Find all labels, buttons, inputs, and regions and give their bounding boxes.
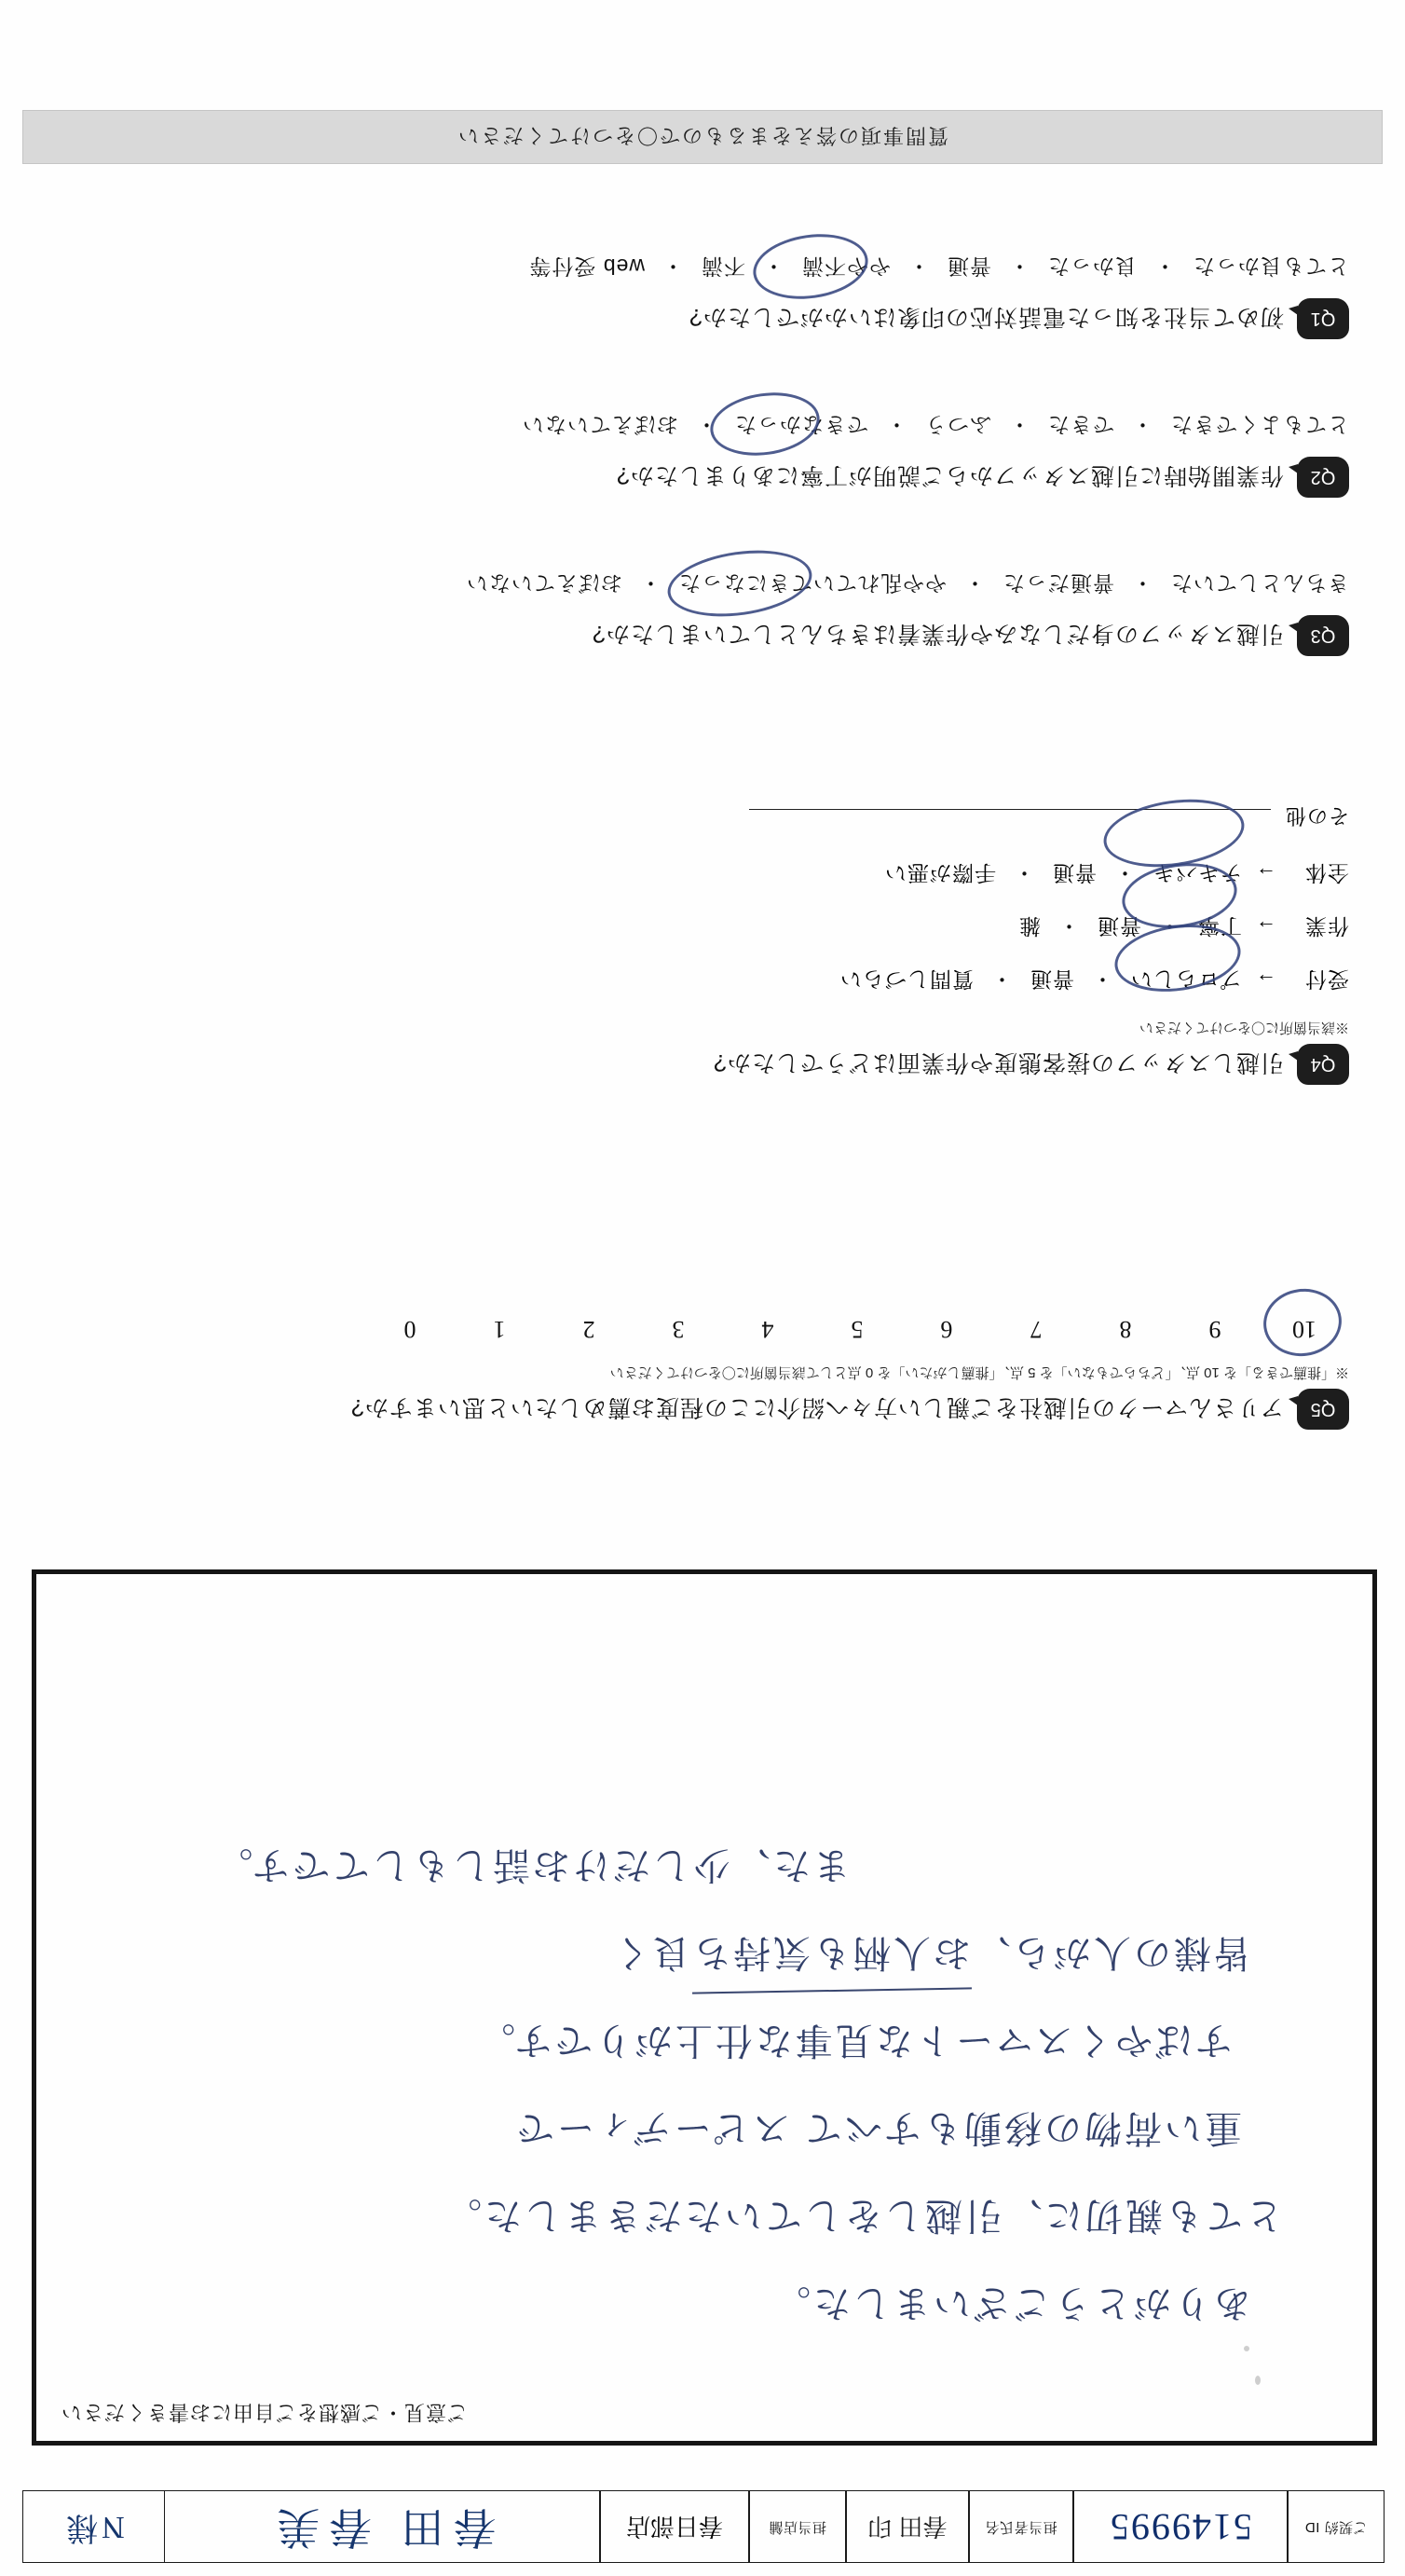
option-separator: ・: [1008, 254, 1030, 279]
question-block-q1: [45, 253, 1349, 339]
q1-option[interactable]: 良かった: [1047, 254, 1137, 279]
question-block-q3: [45, 569, 1349, 656]
scale-option-3[interactable]: 3: [672, 1316, 685, 1343]
arrow-icon: →: [1255, 969, 1276, 993]
q2-option[interactable]: ふつう: [924, 413, 991, 437]
q2-option[interactable]: とてもよくできた: [1170, 413, 1349, 437]
q3-option[interactable]: 普通だった: [1003, 571, 1114, 596]
q4-option[interactable]: 普通: [1052, 861, 1097, 885]
option-separator: ・: [1013, 861, 1035, 885]
option-separator: ・: [762, 254, 784, 279]
q2-options[interactable]: [45, 411, 1349, 442]
option-separator: ・: [695, 413, 717, 437]
q2-option[interactable]: できた: [1047, 413, 1114, 437]
question-number-q5: Q5: [1297, 1389, 1349, 1430]
option-separator: ・: [1158, 914, 1180, 939]
q1-option[interactable]: web 受付等: [528, 254, 645, 279]
q4-option[interactable]: 質問しづらい: [839, 967, 974, 992]
handwriting-line: とても親切に、引越しをしていただきました。: [442, 2195, 1283, 2237]
store-label: 担当店舗: [749, 2490, 846, 2563]
q4-option[interactable]: プロらしい: [1130, 967, 1242, 992]
q4-row-label: 受付: [1304, 967, 1349, 992]
option-separator: ・: [639, 571, 662, 596]
option-separator: ・: [1091, 967, 1113, 992]
q4-option[interactable]: 雑: [1018, 914, 1041, 939]
staff-name-label: 担当者氏名: [969, 2490, 1073, 2563]
q1-option[interactable]: 普通: [947, 254, 991, 279]
question-text-q2: 作業開始時に引越スタッフからご説明が丁寧にありましたか?: [616, 462, 1284, 488]
q4-other-row: [45, 802, 1349, 831]
option-separator: ・: [1113, 861, 1136, 885]
q3-option[interactable]: きちんとしていた: [1170, 571, 1349, 596]
contract-id-label: ご契約 ID: [1288, 2490, 1385, 2563]
scan-speck: [1244, 2346, 1249, 2351]
option-separator: ・: [885, 413, 907, 437]
handwriting-line: すばやくスマートな見事な仕上がりです。: [475, 2020, 1233, 2062]
option-separator: ・: [907, 254, 930, 279]
question-block-q4: [45, 802, 1349, 1085]
contract-id-value: 5149995: [1073, 2490, 1288, 2563]
arrow-icon: →: [1255, 916, 1276, 940]
q4-row-label: 作業: [1304, 914, 1349, 939]
q4-option[interactable]: 普通: [1030, 967, 1074, 992]
customer-honorific: N様: [22, 2490, 164, 2563]
option-separator: ・: [963, 571, 986, 596]
q4-row-reception: [45, 966, 1349, 996]
option-separator: ・: [662, 254, 684, 279]
scale-option-4[interactable]: 4: [761, 1316, 774, 1343]
q1-option[interactable]: とても良かった: [1193, 254, 1349, 279]
option-separator: ・: [1008, 413, 1030, 437]
question-number-q1: Q1: [1297, 298, 1349, 339]
free-comment-label: ご意見・ご感想をご自由にお書きください: [61, 2401, 469, 2424]
scale-option-10[interactable]: 10: [1292, 1316, 1316, 1343]
question-number-q2: Q2: [1297, 457, 1349, 498]
q3-option[interactable]: やや乱れていてきになった: [678, 571, 947, 596]
question-block-q5: [45, 1315, 1349, 1430]
scale-option-7[interactable]: 7: [1030, 1316, 1043, 1343]
option-separator: ・: [1153, 254, 1176, 279]
q2-option[interactable]: おぼえていない: [522, 413, 678, 437]
handwriting-underline: [692, 1987, 972, 1994]
question-text-q3: 引越スタッフの身だしなみや作業着はきちんとしていましたか?: [592, 621, 1284, 647]
scale-option-9[interactable]: 9: [1208, 1316, 1221, 1343]
instruction-bar: 質問事項の答えをまるもので〇をつけてください: [22, 110, 1383, 164]
q1-options[interactable]: [45, 253, 1349, 283]
handwriting-line: 重い荷物の移動もすべて スピーディーで: [513, 2107, 1242, 2149]
option-separator: ・: [990, 967, 1013, 992]
scale-option-2[interactable]: 2: [582, 1316, 595, 1343]
handwriting-line: また、少しだけお話しもしてです。: [212, 1844, 851, 1886]
q2-option[interactable]: できなかった: [734, 413, 868, 437]
q4-other-input[interactable]: [749, 809, 1271, 829]
option-separator: ・: [1131, 413, 1153, 437]
q1-option[interactable]: 不満: [701, 254, 745, 279]
q4-row-work: [45, 912, 1349, 943]
scale-option-0[interactable]: 0: [403, 1316, 416, 1343]
handwriting-line: 皆様の人がら、お人柄も気持ち良く: [610, 1932, 1251, 1974]
option-separator: ・: [1131, 571, 1153, 596]
handwriting-line: ありがとうございました。: [771, 2282, 1251, 2324]
customer-name-value: 春田 春美: [164, 2490, 600, 2563]
question-text-q1: 初めて当社を知った電話対応の印象はいかがでしたか?: [689, 304, 1284, 330]
q3-option[interactable]: おぼえていない: [466, 571, 622, 596]
q4-option[interactable]: テキパキ: [1153, 861, 1242, 885]
free-comment-box: [32, 1569, 1377, 2446]
q5-scale[interactable]: [45, 1315, 1349, 1343]
q4-other-label: その他: [1284, 804, 1349, 828]
q4-row-label: 全体: [1304, 861, 1349, 885]
q4-matrix: [45, 802, 1349, 996]
question-note-q5: ※「推薦できる」を 10 点、「どちらでもない」を 5 点、「推薦しがたい」を 0 点として該当箇所に〇をつけてください: [609, 1364, 1349, 1380]
question-text-q5: アリさんマークの引越社をご親しい方々へ紹介にこの程度お薦めしたいと思いますか?: [350, 1394, 1284, 1420]
q3-options[interactable]: [45, 569, 1349, 600]
question-note-q4: ※該当箇所に〇をつけてください: [1139, 1020, 1349, 1035]
question-text-q4: 引越しスタッフの接客態度や作業面はどうでしたか?: [713, 1049, 1284, 1076]
q4-row-overall: [45, 859, 1349, 890]
scale-option-8[interactable]: 8: [1119, 1316, 1132, 1343]
question-number-q4: Q4: [1297, 1044, 1349, 1085]
question-number-q3: Q3: [1297, 615, 1349, 656]
q4-option[interactable]: 普通: [1097, 914, 1141, 939]
option-separator: ・: [1057, 914, 1080, 939]
sheet-header: [22, 2490, 1385, 2563]
q1-option[interactable]: やや不満: [801, 254, 891, 279]
store-value: 春日部店: [600, 2490, 749, 2563]
q4-option[interactable]: 手際が悪い: [884, 861, 996, 885]
scan-speck: [1255, 2376, 1261, 2385]
scale-option-6[interactable]: 6: [940, 1316, 953, 1343]
scale-option-5[interactable]: 5: [851, 1316, 864, 1343]
question-block-q2: [45, 411, 1349, 498]
scale-option-1[interactable]: 1: [493, 1316, 506, 1343]
arrow-icon: →: [1255, 863, 1276, 887]
q4-option[interactable]: 丁寧: [1197, 914, 1242, 939]
staff-name-value: 春田 印: [846, 2490, 969, 2563]
